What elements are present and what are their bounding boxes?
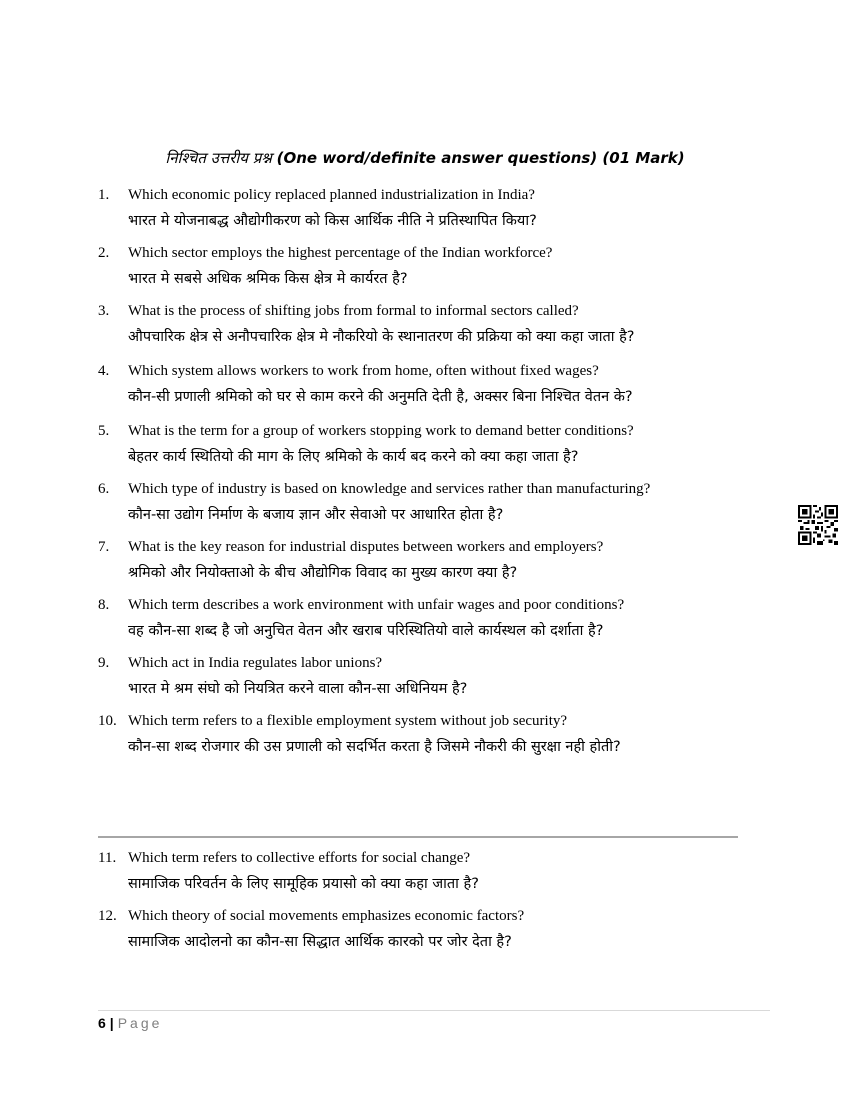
question-english: What is the key reason for industrial disputes between workers and employers?: [128, 539, 604, 555]
question-item: [98, 905, 788, 957]
question-item: [98, 594, 788, 646]
question-english: Which theory of social movements emphasizes economic factors?: [128, 908, 525, 924]
question-item: [98, 478, 788, 530]
question-english: Which term refers to collective efforts for social change?: [128, 850, 471, 866]
question-number: 8.: [98, 597, 110, 613]
question-list-continued: [98, 847, 788, 963]
question-item: [98, 300, 788, 352]
qr-code-icon[interactable]: [798, 505, 838, 545]
footer-separator: |: [109, 1015, 114, 1031]
question-english: Which system allows workers to work from home, often without fixed wages?: [128, 363, 599, 379]
question-number: 12.: [98, 908, 117, 924]
section-heading: [0, 147, 850, 169]
question-english: What is the process of shifting jobs from formal to informal sectors called?: [128, 303, 579, 319]
footer-rule: [98, 1010, 770, 1011]
question-number: 10.: [98, 713, 117, 729]
heading-english: (One word/definite answer questions) (01 Mark): [276, 149, 685, 167]
question-number: 1.: [98, 187, 110, 203]
question-english: Which act in India regulates labor unions?: [128, 655, 383, 671]
question-number: 7.: [98, 539, 110, 555]
question-english: Which term describes a work environment with unfair wages and poor conditions?: [128, 597, 625, 613]
question-number: 3.: [98, 303, 110, 319]
question-english: Which type of industry is based on knowledge and services rather than manufacturing?: [128, 481, 651, 497]
section-divider: [98, 836, 738, 838]
heading-hindi: निश्चित उत्तरीय प्रश्न: [165, 149, 277, 167]
question-english: Which sector employs the highest percentage of the Indian workforce?: [128, 245, 553, 261]
page-footer: [98, 1014, 162, 1032]
question-hindi: कौन-सी प्रणाली श्रमिको को घर से काम करने की अनुमति देती है, अक्सर बिना निश्चित वेतन के?: [128, 389, 633, 405]
question-hindi: औपचारिक क्षेत्र से अनौपचारिक क्षेत्र मे नौकरियो के स्थानातरण की प्रक्रिया को क्या कहा जाता है?: [128, 329, 635, 345]
question-item: [98, 420, 788, 472]
question-item: [98, 652, 788, 704]
question-hindi: सामाजिक परिवर्तन के लिए सामूहिक प्रयासो को क्या कहा जाता है?: [128, 876, 479, 892]
question-hindi: सामाजिक आदोलनो का कौन-सा सिद्धात आर्थिक कारको पर जोर देता है?: [128, 934, 512, 950]
question-number: 4.: [98, 363, 110, 379]
question-english: Which economic policy replaced planned industrialization in India?: [128, 187, 535, 203]
question-hindi: कौन-सा शब्द रोजगार की उस प्रणाली को सदर्भित करता है जिसमे नौकरी की सुरक्षा नही होती?: [128, 739, 621, 755]
question-hindi: भारत मे योजनाबद्ध औद्योगीकरण को किस आर्थिक नीति ने प्रतिस्थापित किया?: [128, 213, 537, 229]
question-list: [98, 184, 788, 768]
question-item: [98, 710, 788, 762]
question-hindi: भारत मे श्रम संघो को नियत्रित करने वाला कौन-सा अधिनियम है?: [128, 681, 468, 697]
question-english: Which term refers to a flexible employment system without job security?: [128, 713, 568, 729]
question-number: 11.: [98, 850, 117, 866]
question-hindi: श्रमिको और नियोक्ताओ के बीच औद्योगिक विवाद का मुख्य कारण क्या है?: [128, 565, 518, 581]
question-english: What is the term for a group of workers stopping work to demand better conditions?: [128, 423, 634, 439]
question-item: [98, 242, 788, 294]
question-number: 5.: [98, 423, 110, 439]
question-item: [98, 360, 788, 412]
question-item: [98, 847, 788, 899]
question-hindi: कौन-सा उद्योग निर्माण के बजाय ज्ञान और सेवाओ पर आधारित होता है?: [128, 507, 504, 523]
page-number: 6: [98, 1015, 106, 1031]
question-item: [98, 536, 788, 588]
question-hindi: भारत मे सबसे अधिक श्रमिक किस क्षेत्र मे कार्यरत है?: [128, 271, 408, 287]
question-hindi: बेहतर कार्य स्थितियो की माग के लिए श्रमिको के कार्य बद करने को क्या कहा जाता है?: [128, 449, 579, 465]
question-number: 9.: [98, 655, 110, 671]
page-label: Page: [117, 1015, 163, 1031]
question-number: 2.: [98, 245, 110, 261]
question-number: 6.: [98, 481, 110, 497]
question-item: [98, 184, 788, 236]
question-hindi: वह कौन-सा शब्द है जो अनुचित वेतन और खराब परिस्थितियो वाले कार्यस्थल को दर्शाता है?: [128, 623, 604, 639]
